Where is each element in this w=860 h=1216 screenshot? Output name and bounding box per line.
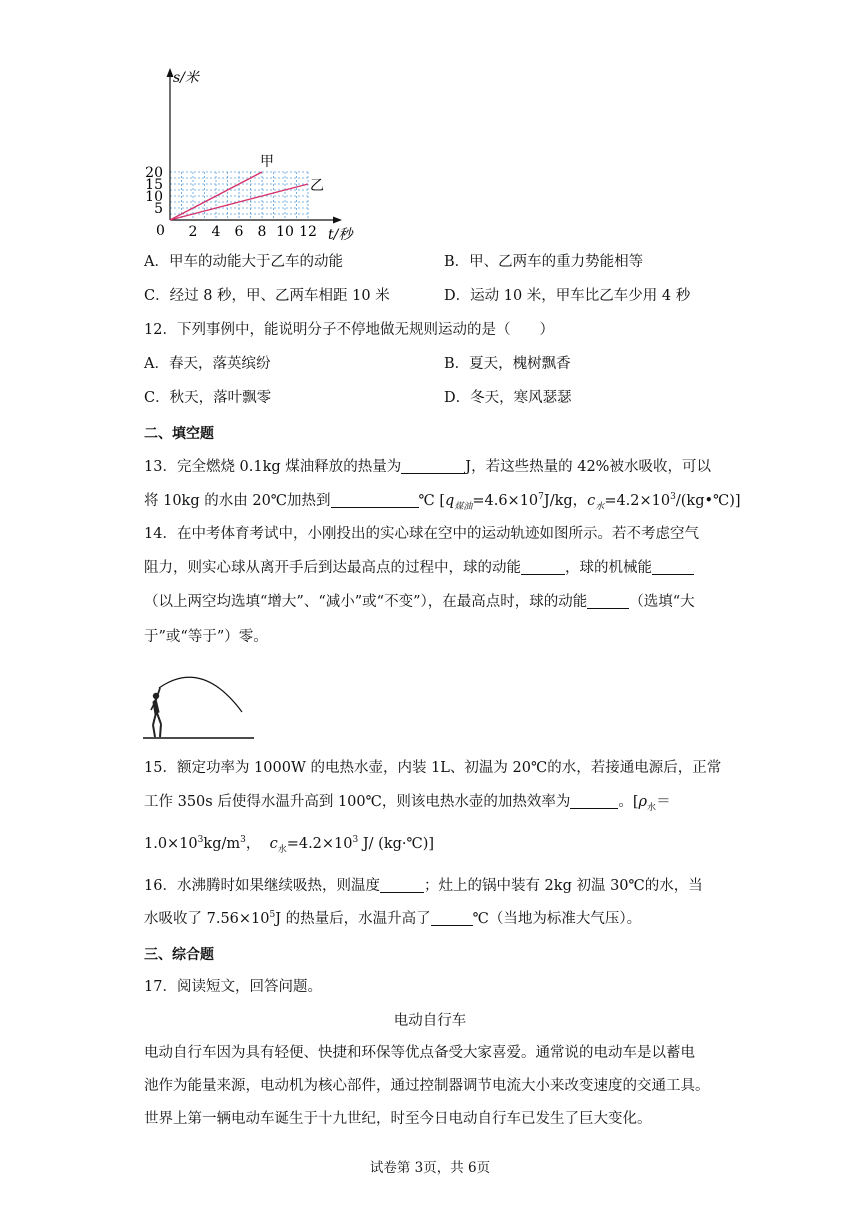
q13-line-2: 将 10kg 的水由 20℃加热到 ℃ [$q_{煤油}=4.6\times 10^7J/kg$，$c_水=4.2\times 10^3/(kg•℃)$] xyxy=(144,492,741,512)
passage-line-1: 电动自行车因为具有轻便、快捷和环保等优点备受大家喜爱。通常说的电动车是以蓄电 xyxy=(144,1045,695,1061)
y-tick-label: 10 xyxy=(145,189,163,205)
graph-labels xyxy=(145,154,324,240)
q13-line-1: 13．完全燃烧 0.1kg 煤油释放的热量为 J，若这些热量的 42%被水吸收，可以 xyxy=(144,459,711,475)
q11-option-d: D．运动 10 米，甲车比乙车少用 4 秒 xyxy=(444,288,691,304)
x-tick-label: 12 xyxy=(299,224,317,240)
q16-line-2: 水吸收了 $7.56\times 10^5J$ 的热量后，水温升高了 ℃（当地为标准大气压）。 xyxy=(144,910,642,927)
thrower-figure xyxy=(151,688,161,737)
s-t-graph xyxy=(145,62,365,247)
q12-option-a: A．春天，落英缤纷 xyxy=(144,356,271,372)
x-tick-label: 2 xyxy=(188,224,198,240)
q11-option-c: C．经过 8 秒，甲、乙两车相距 10 米 xyxy=(144,288,390,304)
q17-stem: 17．阅读短文，回答问题。 xyxy=(144,979,322,995)
q15-line-2: 工作 350s 后使得水温升高到 100℃，则该电热水壶的加热效率为 。[$\rho_水=$ xyxy=(144,794,671,813)
q11-option-b: B．甲、乙两车的重力势能相等 xyxy=(444,254,644,270)
q15-blank xyxy=(570,793,618,809)
q12-option-c: C．秋天，落叶飘零 xyxy=(144,390,272,406)
q14-line-4: 于”或“等于”）零。 xyxy=(144,629,268,645)
q14-line-3: （以上两空均选填“增大”、“减小”或“不变”），在最高点时，球的动能 （选填“大 xyxy=(144,594,695,610)
series-label-jia: 甲 xyxy=(260,154,274,170)
series-label-yi: 乙 xyxy=(310,178,324,194)
y-tick-label: 20 xyxy=(145,165,163,181)
q12-option-d: D．冬天，寒风瑟瑟 xyxy=(444,390,572,406)
graph-grid xyxy=(170,172,308,220)
q16-line-1: 16．水沸腾时如果继续吸热，则温度 ；灶上的锅中装有 2kg 初温 30℃的水，当 xyxy=(144,878,703,894)
q16-blank-1 xyxy=(380,877,424,893)
q11-option-a: A．甲车的动能大于乙车的动能 xyxy=(144,254,343,270)
x-tick-label: 10 xyxy=(276,224,294,240)
q16-blank-2 xyxy=(431,910,473,926)
shot-put-trajectory-figure xyxy=(142,666,262,740)
q15-line-1: 15．额定功率为 1000W 的电热水壶，内装 1L、初温为 20℃的水，若接通电源后，正常 xyxy=(144,760,722,776)
y-tick-label: 15 xyxy=(145,177,163,193)
passage-line-3: 世界上第一辆电动车诞生于十九世纪，时至今日电动自行车已发生了巨大变化。 xyxy=(144,1111,652,1127)
q14-line-2: 阻力，则实心球从离开手后到达最高点的过程中，球的动能 ，球的机械能 xyxy=(144,558,694,578)
q14-blank-1 xyxy=(521,559,565,575)
passage-title: 电动自行车 xyxy=(393,1013,467,1029)
q12-stem: 12．下列事例中，能说明分子不停地做无规则运动的是（ ） xyxy=(144,322,554,338)
x-axis-arrow xyxy=(333,217,342,224)
q14-line-1: 14．在中考体育考试中，小刚投出的实心球在空中的运动轨迹如图所示。若不考虑空气 xyxy=(144,526,699,542)
passage-line-2: 池作为能量来源，电动机为核心部件，通过控制器调节电流大小来改变速度的交通工具。 xyxy=(144,1078,710,1094)
y-axis-label: s/米 xyxy=(173,70,199,86)
q12-option-b: B．夏天，槐树飘香 xyxy=(444,356,571,372)
q14-blank-3 xyxy=(587,593,629,609)
page-footer: 试卷第 3页，共 6页 xyxy=(369,1160,491,1176)
x-tick-label: 6 xyxy=(234,224,244,240)
q13-blank-2 xyxy=(331,492,419,508)
origin-label: 0 xyxy=(156,223,165,239)
trajectory-curve xyxy=(159,677,242,712)
q14-blank-2 xyxy=(652,559,694,575)
q15-line-3: $1.0\times 10^3kg/m^3$， $c_水=4.2\times 10^3$ J/ (kg·℃)] xyxy=(144,835,435,855)
section-comprehensive-heading: 三、综合题 xyxy=(144,947,214,963)
y-tick-label: 5 xyxy=(154,201,163,217)
x-axis-label: t/秒 xyxy=(328,227,353,243)
x-tick-label: 8 xyxy=(257,224,267,240)
section-fill-in-heading: 二、填空题 xyxy=(144,426,214,442)
q13-blank-1 xyxy=(401,458,465,474)
x-tick-label: 4 xyxy=(211,224,221,240)
